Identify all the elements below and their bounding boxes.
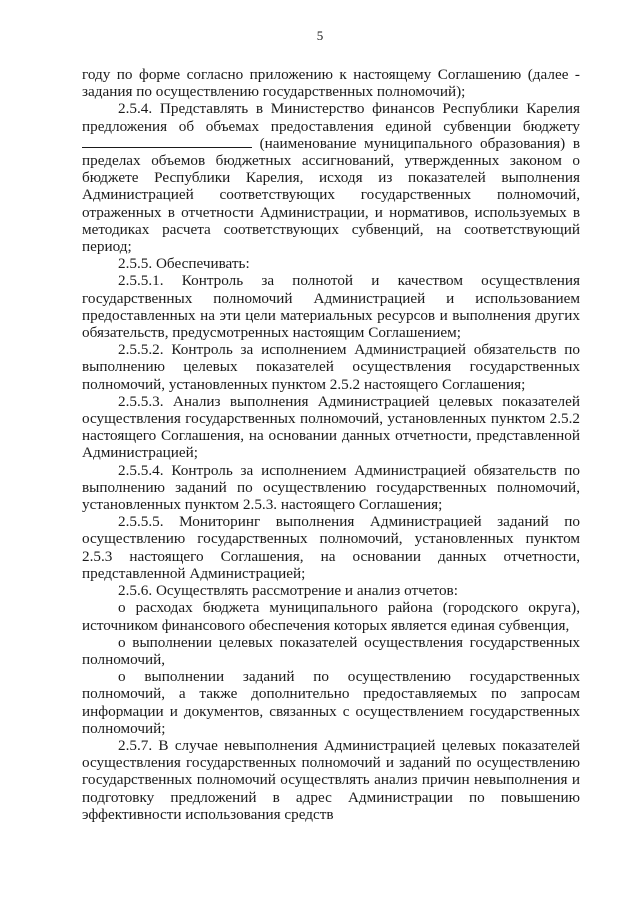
list-item-budget-expenses: о расходах бюджета муниципального района (городского округа), источником финансового обеспечения которых является единая субвенция,	[82, 599, 580, 634]
paragraph-2-5-5-3: 2.5.5.3. Анализ выполнения Администрацией целевых показателей осуществления государственных полномочий, установленных пунктом 2.5.2 настоящего Соглашения, на основании данных отчетности, представленной Администрацией;	[82, 392, 580, 462]
page-number: 5	[316, 28, 324, 43]
paragraph-2-5-7: 2.5.7. В случае невыполнения Администрацией целевых показателей осуществления государственных полномочий и заданий по осуществлению государственных полномочий осуществлять анализ причин невыполнения и подготовку предложений в адрес Администрации по повышению эффективности использования средств	[82, 736, 580, 823]
paragraph-2-5-5-4: 2.5.5.4. Контроль за исполнением Администрацией обязательств по выполнению заданий по осуществлению государственных полномочий, установленных пунктом 2.5.3. настоящего Соглашения;	[82, 461, 580, 514]
paragraph-2-5-4-text-end: (наименование муниципального образования) в пределах объемов бюджетных ассигнований, утвержденных законом о бюджете Республики Карелия, исходя из показателей выполнения Администрацией соответствующих государственных полномочий, отраженных в отчетности Администрации, и нормативов, используемых в методиках расчета соответствующих субвенций, на соответствующий период;	[82, 134, 580, 256]
document-body	[82, 66, 580, 823]
paragraph-2-5-4	[82, 100, 580, 255]
paragraph-2-5-4-text-start: 2.5.4. Представлять в Министерство финансов Республики Карелия предложения об объемах предоставления единой субвенции бюджету	[82, 100, 580, 135]
paragraph-2-5-5: 2.5.5. Обеспечивать:	[118, 255, 250, 273]
paragraph-2-5-6: 2.5.6. Осуществлять рассмотрение и анализ отчетов:	[118, 582, 458, 600]
paragraph-2-5-5-2: 2.5.5.2. Контроль за исполнением Администрацией обязательств по выполнению целевых показателей осуществления государственных полномочий, установленных пунктом 2.5.2 настоящего Соглашения;	[82, 341, 580, 393]
municipality-name-blank	[82, 135, 252, 148]
list-item-target-indicators: о выполнении целевых показателей осуществления государственных полномочий,	[82, 633, 580, 668]
paragraph-2-5-5-1: 2.5.5.1. Контроль за полнотой и качеством осуществления государственных полномочий Администрацией и использованием предоставленных на эти цели материальных ресурсов и выполнения других обязательств, предусмотренных настоящим Соглашением;	[82, 272, 580, 342]
list-item-tasks: о выполнении заданий по осуществлению государственных полномочий, а также дополнительно предоставляемых по запросам информации и документов, связанных с осуществлением государственных полномочий;	[82, 668, 580, 737]
paragraph-continuation: году по форме согласно приложению к настоящему Соглашению (далее - задания по осуществлению государственных полномочий);	[82, 66, 580, 101]
paragraph-2-5-5-5: 2.5.5.5. Мониторинг выполнения Администрацией заданий по осуществлению государственных полномочий, установленных пунктом 2.5.3 настоящего Соглашения, на основании данных отчетности, представленной Администрацией;	[82, 513, 580, 582]
